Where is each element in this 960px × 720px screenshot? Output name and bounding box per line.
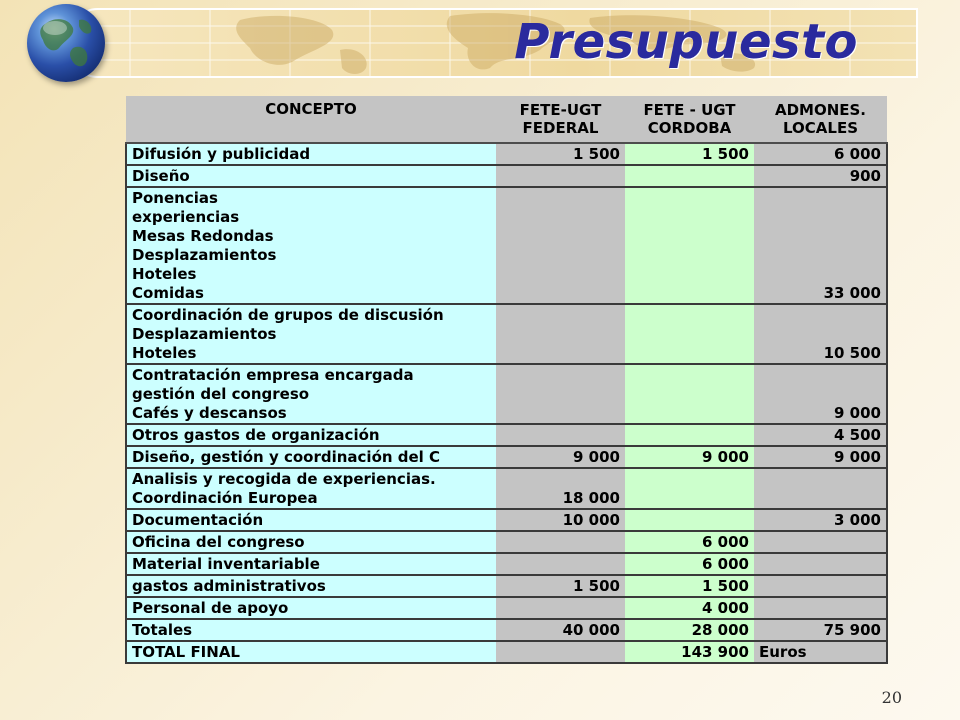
cell-concepto bbox=[126, 446, 496, 468]
cell-locales: 3 000 bbox=[754, 509, 887, 531]
table-row bbox=[126, 641, 887, 663]
cell-cordoba: 1 500 bbox=[625, 575, 754, 597]
column-header-federal-line1: FETE-UGT bbox=[519, 101, 602, 119]
cell-cordoba bbox=[625, 165, 754, 187]
cell-locales: 75 900 bbox=[754, 619, 887, 641]
cell-locales bbox=[754, 468, 887, 509]
cell-concepto bbox=[126, 619, 496, 641]
cell-concepto bbox=[126, 165, 496, 187]
table-row bbox=[126, 597, 887, 619]
cell-locales: 9 000 bbox=[754, 446, 887, 468]
cell-cordoba bbox=[625, 424, 754, 446]
table-row bbox=[126, 187, 887, 304]
cell-cordoba bbox=[625, 509, 754, 531]
column-header-cordoba bbox=[625, 96, 754, 143]
table-row bbox=[126, 304, 887, 364]
concepto-line: Otros gastos de organización bbox=[132, 426, 380, 444]
cell-locales bbox=[754, 575, 887, 597]
cell-federal: 1 500 bbox=[496, 575, 625, 597]
cell-locales: 10 500 bbox=[754, 304, 887, 364]
budget-table bbox=[125, 96, 888, 664]
concepto-line: Totales bbox=[132, 621, 193, 639]
cell-cordoba: 9 000 bbox=[625, 446, 754, 468]
cell-concepto bbox=[126, 143, 496, 165]
cell-concepto bbox=[126, 304, 496, 364]
cell-federal bbox=[496, 187, 625, 304]
table-row bbox=[126, 165, 887, 187]
concepto-line: Oficina del congreso bbox=[132, 533, 305, 551]
cell-concepto bbox=[126, 364, 496, 424]
cell-locales bbox=[754, 597, 887, 619]
cell-locales bbox=[754, 553, 887, 575]
concepto-line: Analisis y recogida de experiencias. bbox=[132, 470, 436, 488]
table-row bbox=[126, 143, 887, 165]
cell-cordoba bbox=[625, 468, 754, 509]
cell-cordoba: 1 500 bbox=[625, 143, 754, 165]
column-header-cordoba-line1: FETE - UGT bbox=[643, 101, 736, 119]
concepto-line: Diseño, gestión y coordinación del C bbox=[132, 448, 441, 466]
cell-federal: 1 500 bbox=[496, 143, 625, 165]
table-row bbox=[126, 619, 887, 641]
concepto-line: Documentación bbox=[132, 511, 264, 529]
concepto-line: experiencias bbox=[132, 208, 240, 226]
page-number: 20 bbox=[881, 688, 902, 707]
cell-locales bbox=[754, 531, 887, 553]
cell-concepto bbox=[126, 597, 496, 619]
cell-concepto bbox=[126, 553, 496, 575]
cell-locales: 4 500 bbox=[754, 424, 887, 446]
cell-concepto bbox=[126, 187, 496, 304]
concepto-line: Coordinación de grupos de discusión bbox=[132, 306, 444, 324]
concepto-line: Ponencias bbox=[132, 189, 218, 207]
cell-federal bbox=[496, 364, 625, 424]
cell-cordoba: 6 000 bbox=[625, 553, 754, 575]
cell-federal bbox=[496, 165, 625, 187]
globe-icon bbox=[27, 4, 105, 82]
cell-federal bbox=[496, 304, 625, 364]
concepto-line: Difusión y publicidad bbox=[132, 145, 311, 163]
table-row bbox=[126, 509, 887, 531]
cell-concepto bbox=[126, 575, 496, 597]
concepto-line: TOTAL FINAL bbox=[132, 643, 240, 661]
budget-table-body bbox=[126, 143, 887, 663]
cell-federal bbox=[496, 424, 625, 446]
concepto-line: Mesas Redondas bbox=[132, 227, 274, 245]
table-row bbox=[126, 553, 887, 575]
table-row bbox=[126, 468, 887, 509]
cell-cordoba bbox=[625, 187, 754, 304]
concepto-line: Cafés y descansos bbox=[132, 404, 287, 422]
cell-cordoba: 6 000 bbox=[625, 531, 754, 553]
concepto-line: Hoteles bbox=[132, 344, 197, 362]
cell-federal: 10 000 bbox=[496, 509, 625, 531]
cell-concepto bbox=[126, 424, 496, 446]
table-row bbox=[126, 531, 887, 553]
concepto-line: Personal de apoyo bbox=[132, 599, 289, 617]
cell-locales: 9 000 bbox=[754, 364, 887, 424]
cell-cordoba: 143 900 bbox=[625, 641, 754, 663]
cell-federal: 40 000 bbox=[496, 619, 625, 641]
concepto-line: gestión del congreso bbox=[132, 385, 310, 403]
concepto-line: Contratación empresa encargada bbox=[132, 366, 414, 384]
cell-federal: 18 000 bbox=[496, 468, 625, 509]
concepto-line: Diseño bbox=[132, 167, 190, 185]
concepto-line: Desplazamientos bbox=[132, 246, 277, 264]
concepto-line: Material inventariable bbox=[132, 555, 320, 573]
table-row bbox=[126, 364, 887, 424]
page-title: Presupuesto bbox=[514, 14, 858, 70]
cell-concepto bbox=[126, 641, 496, 663]
cell-cordoba bbox=[625, 304, 754, 364]
column-header-locales-line1: ADMONES. bbox=[774, 101, 867, 119]
cell-federal: 9 000 bbox=[496, 446, 625, 468]
cell-federal bbox=[496, 531, 625, 553]
column-header-cordoba-line2: CORDOBA bbox=[647, 119, 732, 137]
concepto-line: Comidas bbox=[132, 284, 204, 302]
column-header-concepto: CONCEPTO bbox=[126, 96, 496, 143]
table-row bbox=[126, 424, 887, 446]
cell-locales: 900 bbox=[754, 165, 887, 187]
table-row bbox=[126, 446, 887, 468]
concepto-line: Coordinación Europea bbox=[132, 489, 318, 507]
column-header-locales-line2: LOCALES bbox=[783, 119, 858, 137]
cell-locales: Euros bbox=[754, 641, 887, 663]
table-header-row bbox=[126, 96, 887, 143]
column-header-federal-line2: FEDERAL bbox=[522, 119, 599, 137]
concepto-line: gastos administrativos bbox=[132, 577, 326, 595]
cell-concepto bbox=[126, 468, 496, 509]
column-header-federal bbox=[496, 96, 625, 143]
cell-concepto bbox=[126, 531, 496, 553]
cell-federal bbox=[496, 641, 625, 663]
concepto-line: Desplazamientos bbox=[132, 325, 277, 343]
column-header-locales bbox=[754, 96, 887, 143]
cell-cordoba: 4 000 bbox=[625, 597, 754, 619]
cell-cordoba: 28 000 bbox=[625, 619, 754, 641]
title-banner bbox=[68, 8, 918, 78]
cell-federal bbox=[496, 553, 625, 575]
cell-federal bbox=[496, 597, 625, 619]
table-row bbox=[126, 575, 887, 597]
cell-cordoba bbox=[625, 364, 754, 424]
cell-locales: 6 000 bbox=[754, 143, 887, 165]
cell-locales: 33 000 bbox=[754, 187, 887, 304]
concepto-line: Hoteles bbox=[132, 265, 197, 283]
cell-concepto bbox=[126, 509, 496, 531]
